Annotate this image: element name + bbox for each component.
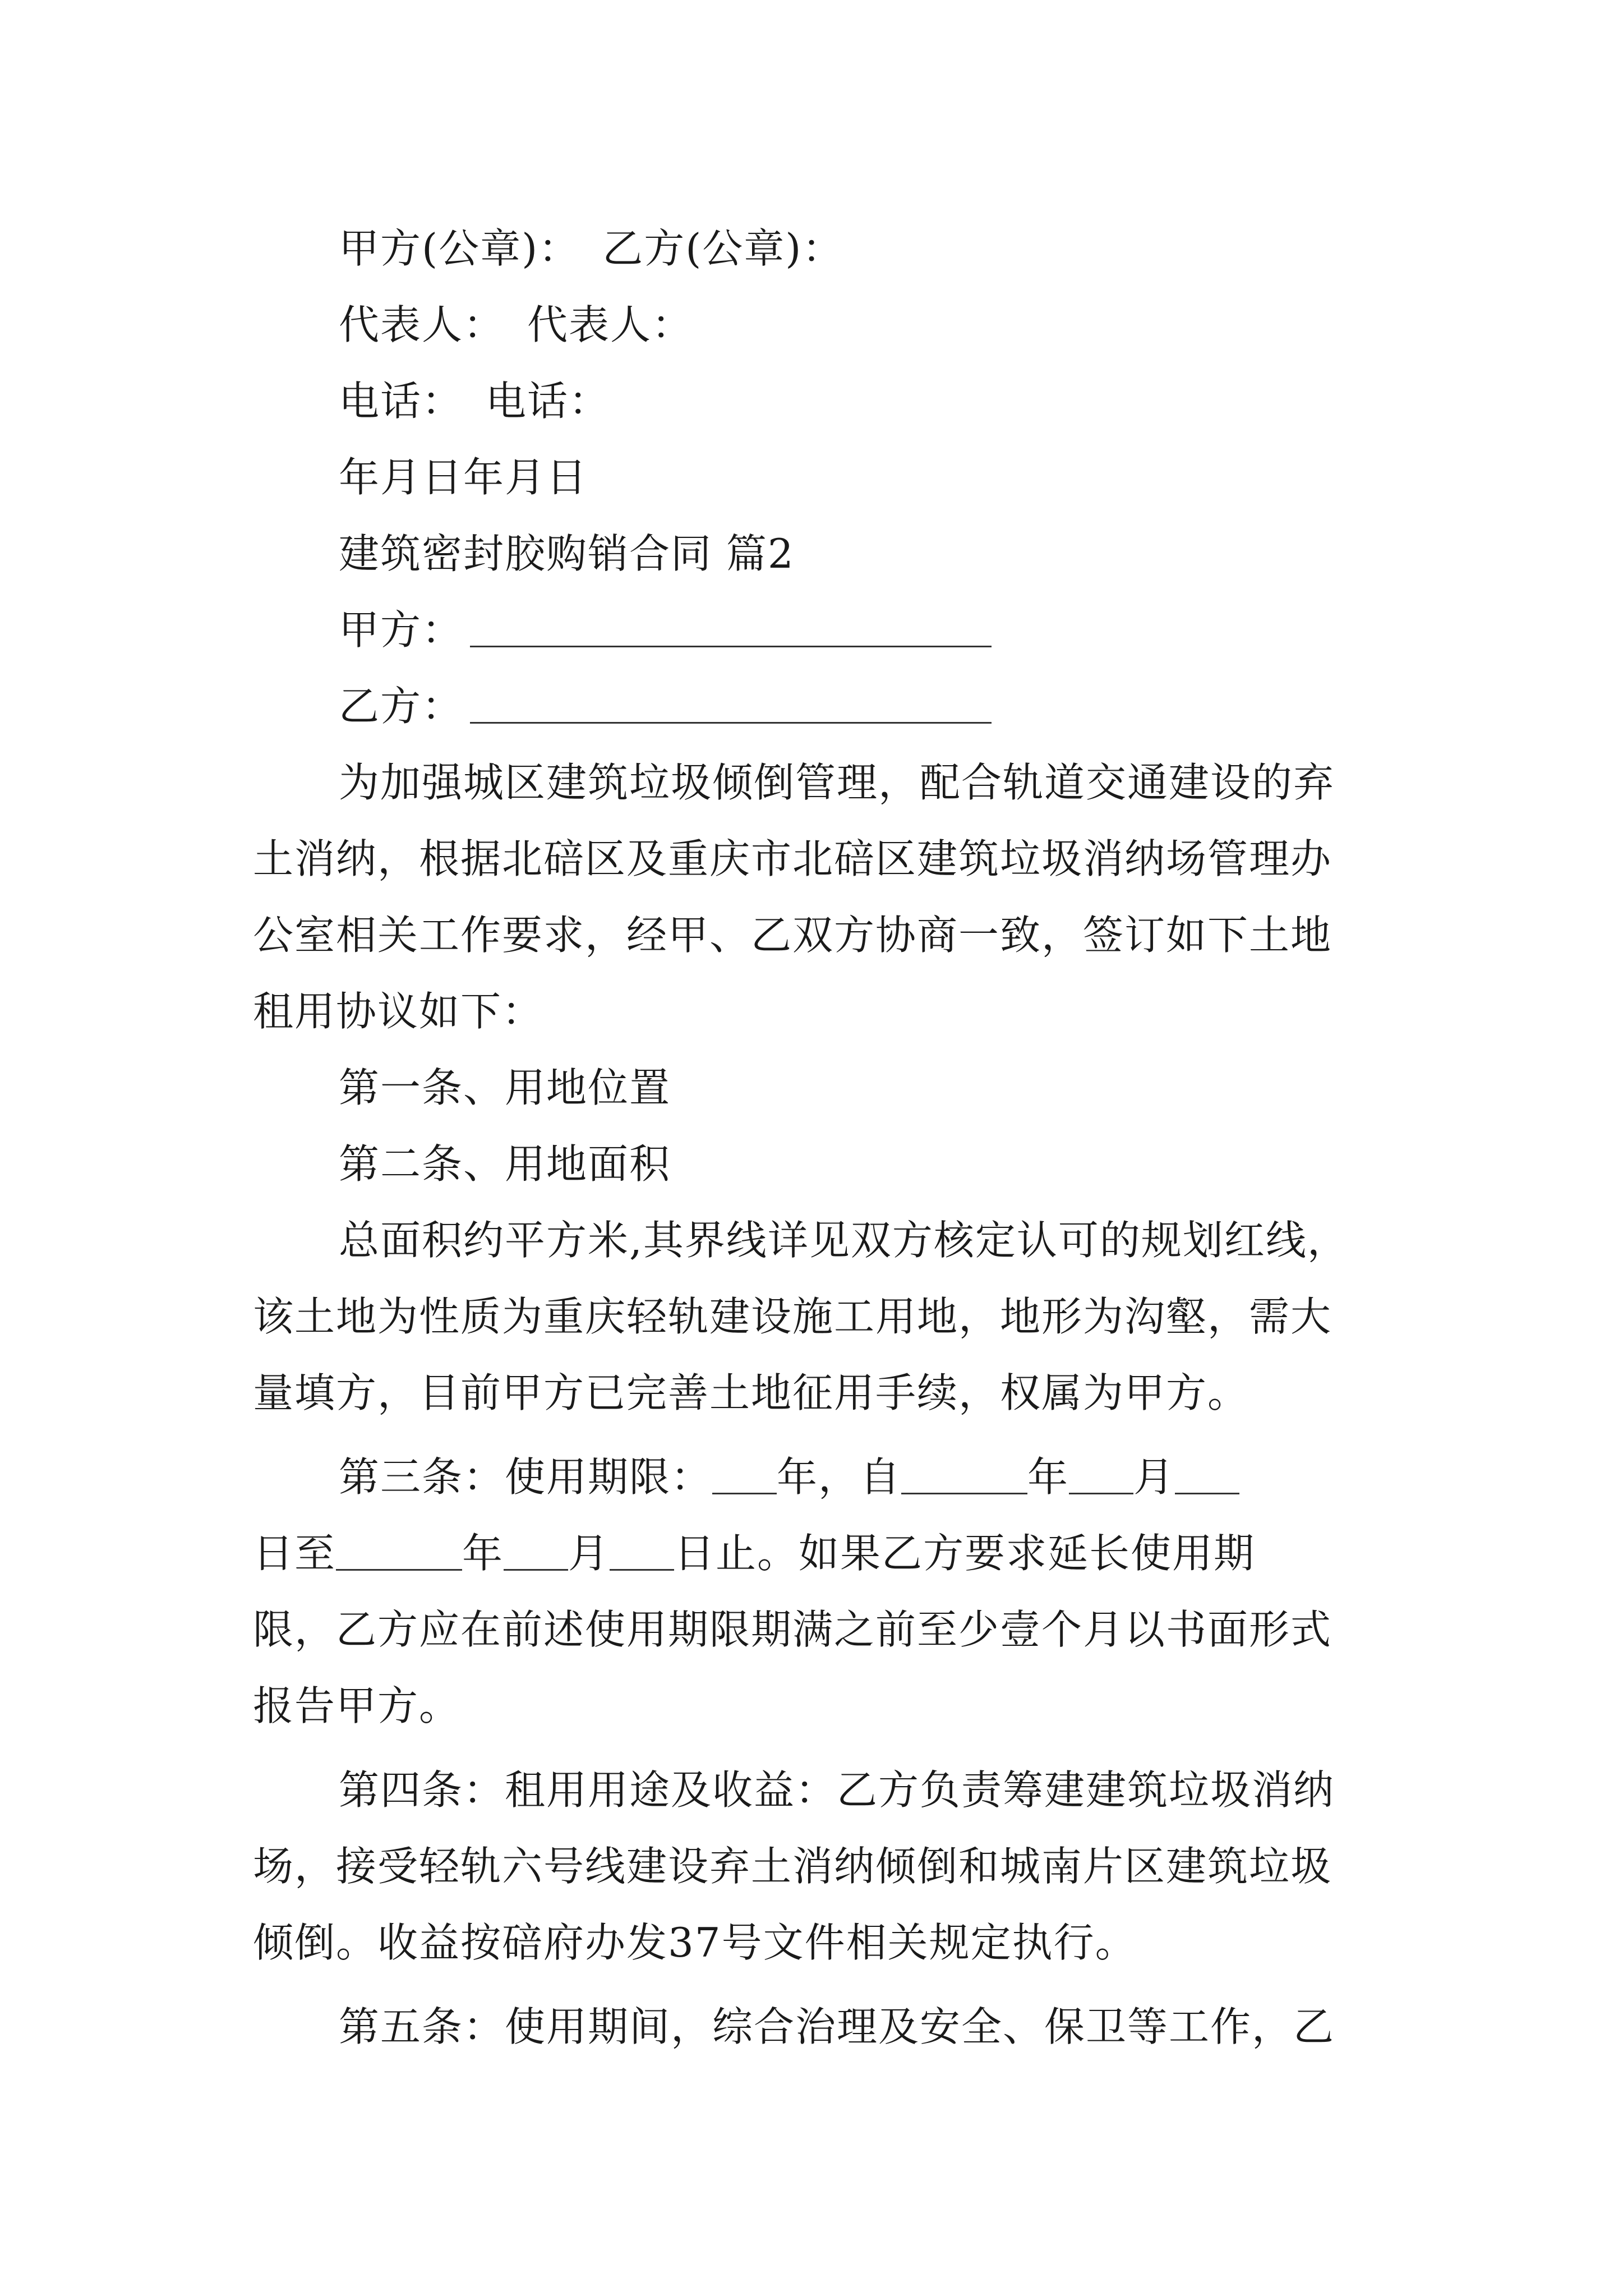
rep-a-label: 代表人： <box>339 301 505 348</box>
year-label: 年，自 <box>777 1453 902 1501</box>
end-day-blank <box>610 1524 674 1571</box>
article-3-paragraph <box>253 1439 1380 1744</box>
article-4-paragraph <box>253 1752 1380 1981</box>
party-b-blank <box>470 677 992 724</box>
phone-a-label: 电话： <box>339 378 464 425</box>
years-blank <box>712 1448 777 1494</box>
area-paragraph <box>253 1202 1380 1431</box>
document-body <box>253 210 1380 2065</box>
paragraph-line: 总面积约平方米,其界线详见双方核定认可的规划红线， <box>339 1217 1349 1264</box>
paragraph-line: 倾倒。收益按碚府办发37号文件相关规定执行。 <box>253 1919 1137 1966</box>
seal-line <box>253 210 1380 287</box>
end-year-blank <box>336 1524 462 1571</box>
paragraph-line: 限，乙方应在前述使用期限期满之前至少壹个月以书面形式 <box>253 1606 1332 1653</box>
paragraph-line: 第五条：使用期间，综合治理及安全、保卫等工作，乙 <box>339 2003 1335 2050</box>
party-a-label: 甲方： <box>339 606 464 654</box>
paragraph-line <box>253 1515 1380 1591</box>
paragraph-line: 租用协议如下： <box>253 988 544 1035</box>
day-label: 日至 <box>253 1530 336 1577</box>
representative-line <box>253 287 1380 363</box>
paragraph-line: 场，接受轻轨六号线建设弃土消纳倾倒和城南片区建筑垃圾 <box>253 1843 1332 1890</box>
start-year-blank <box>901 1448 1027 1494</box>
year-label: 年 <box>462 1530 504 1577</box>
month-label: 月 <box>1133 1453 1175 1501</box>
paragraph-line: 为加强城区建筑垃圾倾倒管理，配合轨道交通建设的弃 <box>339 759 1335 806</box>
paragraph-line: 第四条：租用用途及收益：乙方负责筹建建筑垃圾消纳 <box>339 1766 1335 1814</box>
article-5-paragraph <box>253 1989 1380 2065</box>
party-b-line <box>253 668 1380 744</box>
party-a-blank <box>470 601 992 647</box>
date-line: 年月日年月日 <box>339 454 588 501</box>
start-month-blank <box>1069 1448 1133 1494</box>
paragraph-line: 报告甲方。 <box>253 1682 461 1729</box>
intro-paragraph <box>253 744 1380 1050</box>
end-month-blank <box>504 1524 568 1571</box>
phone-b-label: 电话： <box>486 378 611 425</box>
article-2-heading: 第二条、用地面积 <box>339 1140 671 1188</box>
paragraph-line: 土消纳，根据北碚区及重庆市北碚区建筑垃圾消纳场管理办 <box>253 835 1332 882</box>
paragraph-line: 该土地为性质为重庆轻轨建设施工用地，地形为沟壑，需大 <box>253 1293 1332 1340</box>
paragraph-line: 量填方，目前甲方已完善土地征用手续，权属为甲方。 <box>253 1369 1249 1416</box>
party-a-seal-label: 甲方(公章)： <box>339 225 580 272</box>
paragraph-line: 公室相关工作要求，经甲、乙双方协商一致，签订如下土地 <box>253 912 1332 959</box>
year-label: 年 <box>1027 1453 1069 1501</box>
article-3-prefix: 第三条：使用期限： <box>339 1453 713 1501</box>
party-b-seal-label: 乙方(公章)： <box>602 225 844 272</box>
party-a-line <box>253 592 1380 668</box>
article-3-text: 日止。如果乙方要求延长使用期 <box>674 1530 1256 1577</box>
rep-b-label: 代表人： <box>527 301 694 348</box>
start-day-blank <box>1175 1448 1239 1494</box>
paragraph-line <box>253 1439 1380 1515</box>
phone-line <box>253 363 1380 439</box>
article-1-heading: 第一条、用地位置 <box>339 1064 671 1111</box>
party-b-label: 乙方： <box>339 683 464 730</box>
month-label: 月 <box>568 1530 610 1577</box>
section-title: 建筑密封胶购销合同 篇2 <box>339 530 795 577</box>
